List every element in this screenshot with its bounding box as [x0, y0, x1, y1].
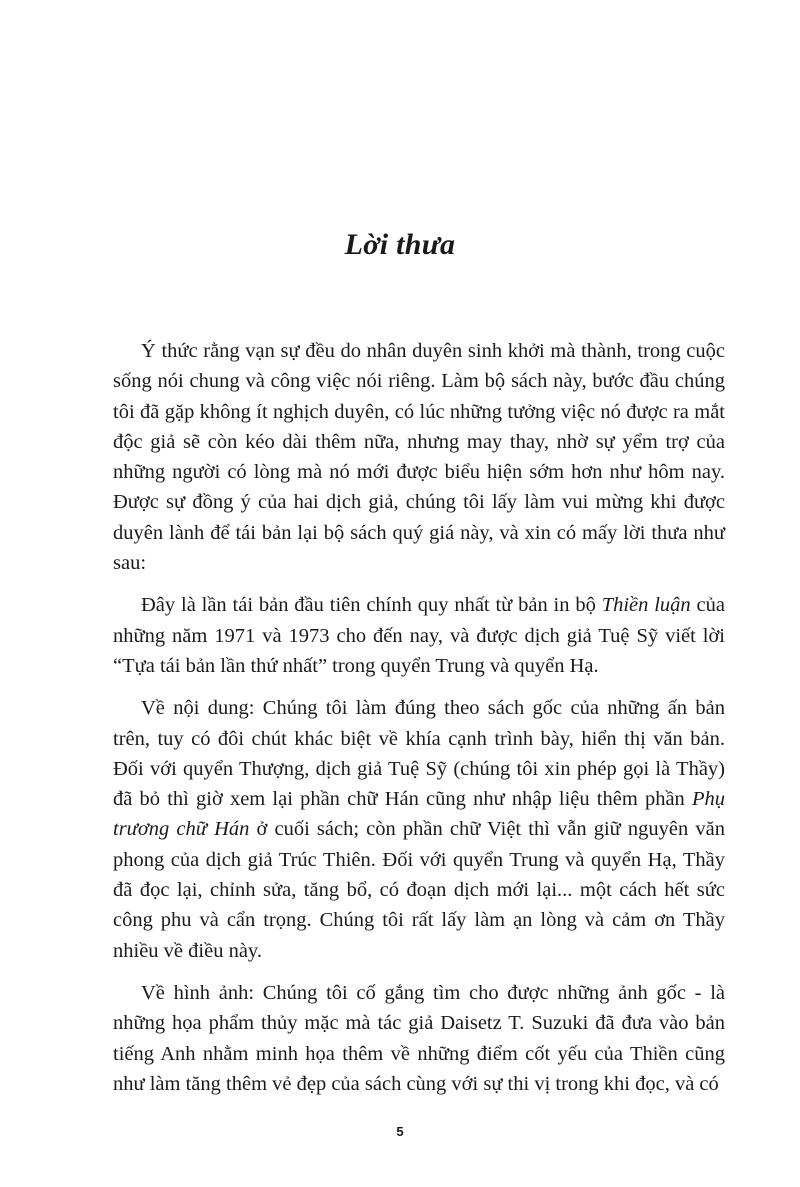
paragraph: [113, 590, 725, 681]
appendix-title-italic: Phụ trương chữ Hán: [113, 788, 725, 841]
paragraph-text: Ý thức rằng vạn sự đều do nhân duyên sinh khởi mà thành, trong cuộc sống nói chung và công việc nói riêng. Làm bộ sách này, bước đầu chúng tôi đã gặp không ít nghịch duyên, có lúc những tưởng việc nó được ra mắt độc giả sẽ còn kéo dài thêm nữa, nhưng may thay, nhờ sự yểm trợ của những người có lòng mà nó mới được biểu hiện sớm hơn như hôm nay. Được sự đồng ý của hai dịch giả, chúng tôi lấy làm vui mừng khi được duyên lành để tái bản lại bộ sách quý giá này, và xin có mấy lời thưa như sau:: [113, 340, 725, 575]
paragraph-text: của những năm 1971 và 1973 cho đến nay, và được dịch giả Tuệ Sỹ viết lời “Tựa tái bản lần thứ nhất” trong quyển Trung và quyển Hạ.: [113, 594, 725, 677]
paragraph-text: ở cuối sách; còn phần chữ Việt thì vẫn giữ nguyên văn phong của dịch giả Trúc Thiên. Đối với quyển Trung và quyển Hạ, Thầy đã đọc lại, chỉnh sửa, tăng bổ, có đoạn dịch mới lại... một cách hết sức công phu và cẩn trọng. Chúng tôi rất lấy làm ạn lòng và cảm ơn Thầy nhiều về điều này.: [113, 818, 725, 962]
paragraph: [113, 336, 725, 578]
paragraph: [113, 693, 725, 966]
book-title-italic: Thiền luận: [601, 594, 691, 617]
paragraph-text: Đây là lần tái bản đầu tiên chính quy nhất từ bản in bộ: [141, 594, 602, 617]
page-number: 5: [396, 1124, 404, 1139]
paragraph: [113, 978, 725, 1099]
paragraph-text: Về hình ảnh: Chúng tôi cố gắng tìm cho được những ảnh gốc - là những họa phẩm thủy mặc mà tác giả Daisetz T. Suzuki đã đưa vào bản tiếng Anh nhằm minh họa thêm về những điểm cốt yếu của Thiền cũng như làm tăng thêm vẻ đẹp của sách cùng với sự thi vị trong khi đọc, và có: [113, 981, 725, 1095]
body-text: [113, 336, 725, 1111]
paragraph-text: Về nội dung: Chúng tôi làm đúng theo sách gốc của những ấn bản trên, tuy có đôi chút khác biệt về khía cạnh trình bày, hiển thị văn bản. Đối với quyển Thượng, dịch giả Tuệ Sỹ (chúng tôi xin phép gọi là Thầy) đã bỏ thì giờ xem lại phần chữ Hán cũng như nhập liệu thêm phần: [113, 697, 725, 811]
chapter-title: Lời thưa: [344, 228, 456, 261]
